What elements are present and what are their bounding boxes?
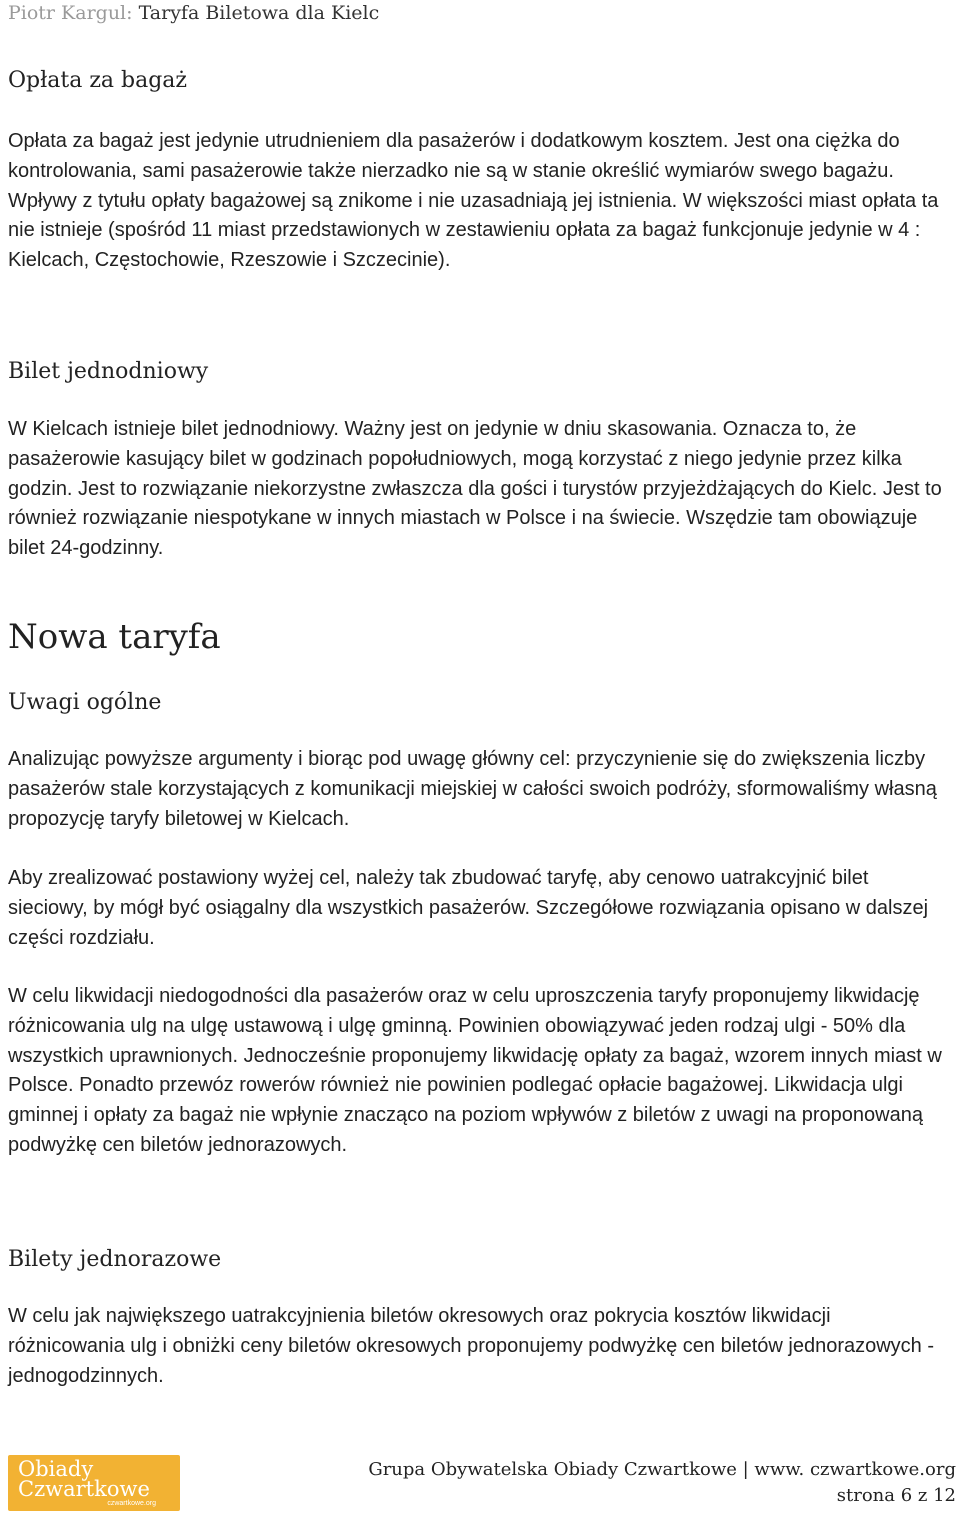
header-document-title: Taryfa Biletowa dla Kielc (138, 2, 380, 24)
footer-page-number: strona 6 z 12 (836, 1485, 956, 1506)
paragraph-general-remarks-3: W celu likwidacji niedogodności dla pasażerów oraz w celu uproszczenia taryfy proponujemy likwidację różnicowania ulg na ulgę ustawową i ulgę gminną. Powinien obowiązywać jeden rodzaj ulgi - 50% dla wszystkich uprawnionych. Jednocześnie proponujemy likwidację opłaty za bagaż, wzorem innych miast w Polsce. Ponadto przewóz rowerów również nie powinien podlegać opłacie bagażowej. Likwidacja ulgi gminnej i opłaty za bagaż nie wpłynie znacząco na poziom wpływów z biletów z uwagi na proponowaną podwyżkę cen biletów jednorazowych. (8, 985, 942, 1156)
day-ticket-paragraph-block (8, 415, 952, 564)
organization-logo (8, 1455, 180, 1511)
heading-new-tariff: Nowa taryfa (8, 617, 221, 657)
section-day-ticket (8, 357, 952, 387)
header-author: Piotr Kargul: (8, 2, 133, 24)
single-tickets-paragraph-block (8, 1302, 952, 1391)
footer-organization: Grupa Obywatelska Obiady Czwartkowe | www. czwartkowe.org (368, 1459, 956, 1480)
heading-baggage-fee: Opłata za bagaż (8, 68, 188, 93)
heading-single-tickets: Bilety jednorazowe (8, 1247, 222, 1272)
subsection-general-remarks (8, 688, 952, 718)
heading-day-ticket: Bilet jednodniowy (8, 359, 209, 384)
paragraph-general-remarks-1: Analizując powyższe argumenty i biorąc pod uwagę główny cel: przyczynienie się do zwiększenia liczby pasażerów stale korzystających z komunikacji miejskiej w całości swoich podróży, sformowaliśmy własną propozycję taryfy biletowej w Kielcach. (8, 748, 937, 830)
logo-text-line-1: Obiady (18, 1457, 94, 1481)
baggage-paragraph-block (8, 127, 952, 276)
running-header (8, 0, 379, 26)
section-new-tariff (8, 615, 952, 659)
section-baggage-fee (8, 66, 952, 96)
general-remarks-paragraph-2 (8, 864, 952, 953)
logo-url-text: czwartkowe.org (107, 1500, 156, 1507)
general-remarks-paragraph-1 (8, 745, 952, 834)
heading-general-remarks: Uwagi ogólne (8, 690, 162, 715)
paragraph-general-remarks-2: Aby zrealizować postawiony wyżej cel, należy tak zbudować taryfę, aby cenowo uatrakcyjnić bilet sieciowy, by mógł być osiągalny dla wszystkich pasażerów. Szczegółowe rozwiązania opisano w dalszej części rozdziału. (8, 867, 929, 949)
paragraph-day-ticket: W Kielcach istnieje bilet jednodniowy. Ważny jest on jedynie w dniu skasowania. Oznacza to, że pasażerowie kasujący bilet w godzinach popołudniowych, mogą korzystać z niego jedynie przez kilka godzin. Jest to rozwiązanie niekorzystne zwłaszcza dla gości i turystów przyjeżdżających do Kielc. Jest to również rozwiązanie niespotykane w innych miastach w Polsce i na świecie. Wszędzie tam obowiązuje bilet 24-godzinny. (8, 418, 942, 560)
section-single-tickets (8, 1245, 952, 1275)
paragraph-single-tickets: W celu jak największego uatrakcyjnienia biletów okresowych oraz pokrycia kosztów likwidacji różnicowania ulg i obniżki ceny biletów okresowych proponujemy podwyżkę cen biletów jednorazowych - jednogodzinnych. (8, 1305, 935, 1387)
general-remarks-paragraph-3 (8, 982, 952, 1161)
paragraph-baggage-fee: Opłata za bagaż jest jedynie utrudnieniem dla pasażerów i dodatkowym kosztem. Jest ona ciężka do kontrolowania, sami pasażerowie także nierzadko nie są w stanie określić wymiarów swego bagażu. Wpływy z tytułu opłaty bagażowej są znikome i nie uzasadniają jej istnienia. W większości miast opłata ta nie istnieje (spośród 11 miast przedstawionych w zestawieniu opłata za bagaż funkcjonuje jedynie w 4 : Kielcach, Częstochowie, Rzeszowie i Szczecinie). (8, 130, 939, 272)
logo-text-line-2: Czwartkowe (18, 1477, 150, 1501)
